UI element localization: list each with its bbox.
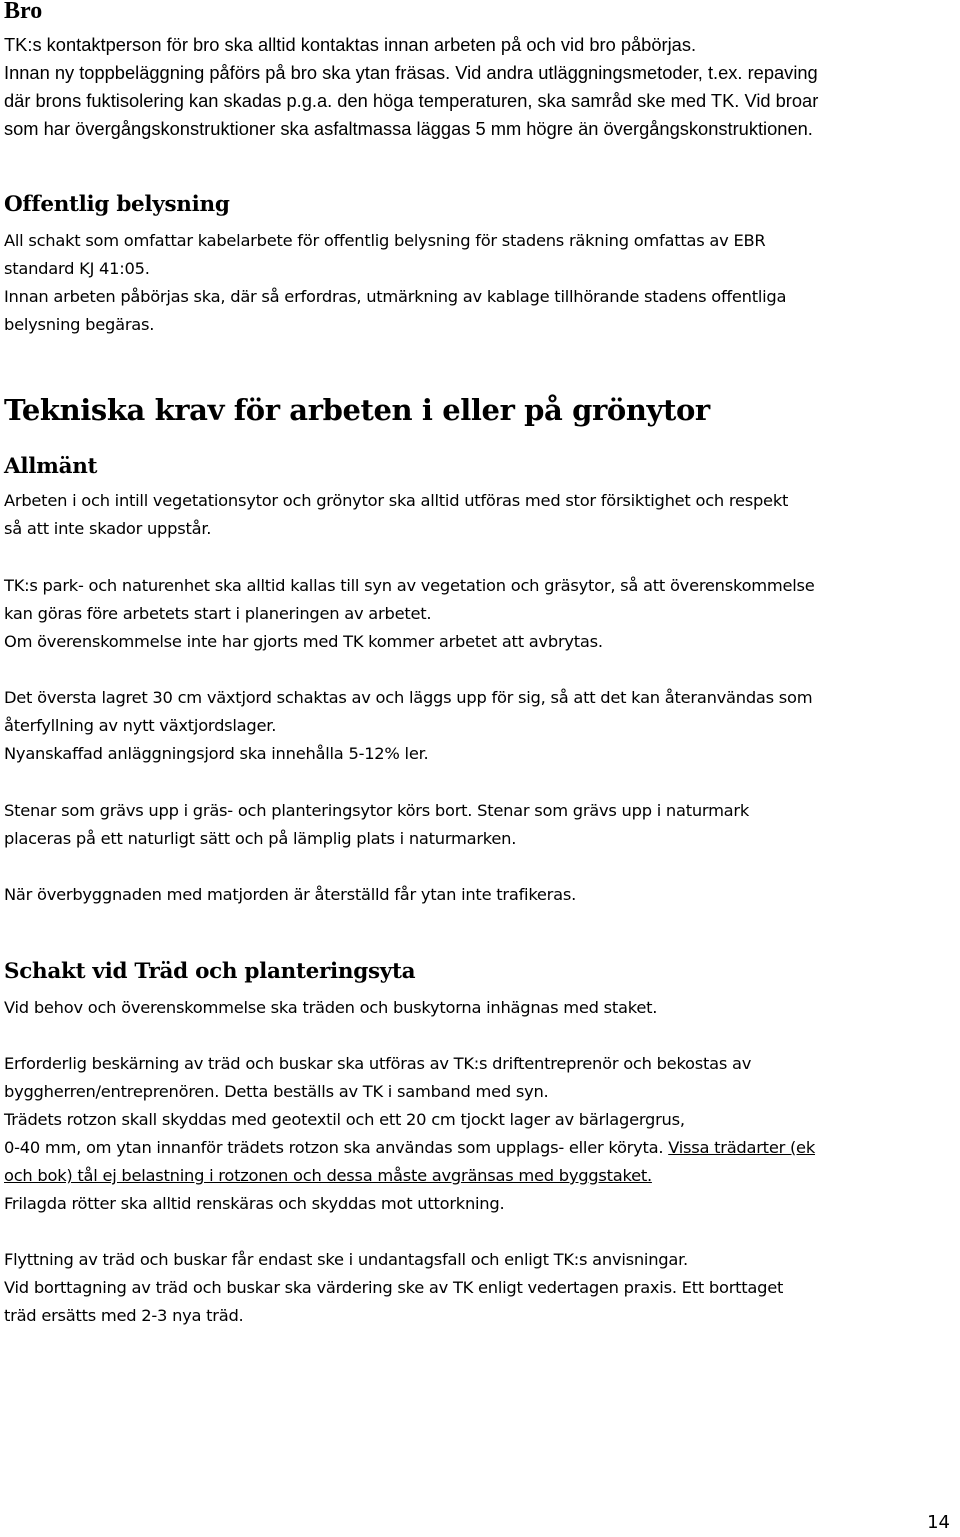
- paragraph-line: Erforderlig beskärning av träd och buskar ska utföras av TK:s driftentreprenör och bekostas av: [4, 1054, 752, 1073]
- paragraph-line: träd ersätts med 2-3 nya träd.: [4, 1306, 244, 1325]
- paragraph-line: kan göras före arbetets start i planeringen av arbetet.: [4, 604, 432, 623]
- paragraph-line: belysning begäras.: [4, 315, 155, 334]
- paragraph-line: Innan ny toppbeläggning påförs på bro ska ytan fräsas. Vid andra utläggningsmetoder, t.ex. repaving: [4, 62, 818, 83]
- underlined-text: Vissa trädarter (ek: [668, 1138, 816, 1157]
- section-title-allmant: Allmänt: [4, 454, 98, 479]
- paragraph-line: som har övergångskonstruktioner ska asfaltmassa läggas 5 mm högre än övergångskonstruktionen.: [4, 118, 813, 139]
- paragraph-line: TK:s park- och naturenhet ska alltid kallas till syn av vegetation och gräsytor, så att överenskommelse: [4, 576, 815, 595]
- paragraph-line: återfyllning av nytt växtjordslager.: [4, 716, 277, 735]
- page-number: 14: [927, 1512, 950, 1533]
- paragraph-line: All schakt som omfattar kabelarbete för offentlig belysning för stadens räkning omfattas av EBR: [4, 231, 766, 250]
- section-title-belysning: Offentlig belysning: [4, 192, 230, 217]
- section-title-schakt: Schakt vid Träd och planteringsyta: [4, 959, 416, 984]
- paragraph-line: standard KJ 41:05.: [4, 259, 150, 278]
- chapter-title-gronytor: Tekniska krav för arbeten i eller på grönytor: [4, 393, 710, 427]
- paragraph-text: 0-40 mm, om ytan innanför trädets rotzon ska användas som upplags- eller köryta.: [4, 1138, 669, 1157]
- section-title-bro: Bro: [4, 0, 43, 24]
- paragraph-line: Om överenskommelse inte har gjorts med TK kommer arbetet att avbrytas.: [4, 632, 603, 651]
- paragraph-line: När överbyggnaden med matjorden är återställd får ytan inte trafikeras.: [4, 885, 577, 904]
- paragraph-line: så att inte skador uppstår.: [4, 519, 212, 538]
- paragraph-line: Trädets rotzon skall skyddas med geotextil och ett 20 cm tjockt lager av bärlagergrus,: [4, 1110, 685, 1129]
- paragraph-line: Det översta lagret 30 cm växtjord schaktas av och läggs upp för sig, så att det kan återanvändas som: [4, 688, 813, 707]
- paragraph-line: TK:s kontaktperson för bro ska alltid kontaktas innan arbeten på och vid bro påbörjas.: [4, 34, 697, 55]
- paragraph-line: Frilagda rötter ska alltid renskäras och skyddas mot uttorkning.: [4, 1194, 505, 1213]
- paragraph-line: Flyttning av träd och buskar får endast ske i undantagsfall och enligt TK:s anvisningar.: [4, 1250, 688, 1269]
- paragraph-line: Stenar som grävs upp i gräs- och planteringsytor körs bort. Stenar som grävs upp i naturmark: [4, 801, 750, 820]
- paragraph-line: [4, 1134, 815, 1162]
- underlined-line: och bok) tål ej belastning i rotzonen och dessa måste avgränsas med byggstaket.: [4, 1166, 652, 1185]
- paragraph-line: Nyanskaffad anläggningsjord ska innehålla 5-12% ler.: [4, 744, 429, 763]
- paragraph-line: byggherren/entreprenören. Detta beställs av TK i samband med syn.: [4, 1082, 549, 1101]
- paragraph-line: Arbeten i och intill vegetationsytor och grönytor ska alltid utföras med stor försiktighet och respekt: [4, 491, 789, 510]
- paragraph-line: där brons fuktisolering kan skadas p.g.a. den höga temperaturen, ska samråd ske med TK. Vid broar: [4, 90, 819, 111]
- paragraph-line: Vid behov och överenskommelse ska träden och buskytorna inhägnas med staket.: [4, 998, 658, 1017]
- paragraph-line: Innan arbeten påbörjas ska, där så erfordras, utmärkning av kablage tillhörande stadens offentliga: [4, 287, 787, 306]
- paragraph-line: placeras på ett naturligt sätt och på lämplig plats i naturmarken.: [4, 829, 517, 848]
- paragraph-line: Vid borttagning av träd och buskar ska värdering ske av TK enligt vedertagen praxis. Ett borttaget: [4, 1278, 784, 1297]
